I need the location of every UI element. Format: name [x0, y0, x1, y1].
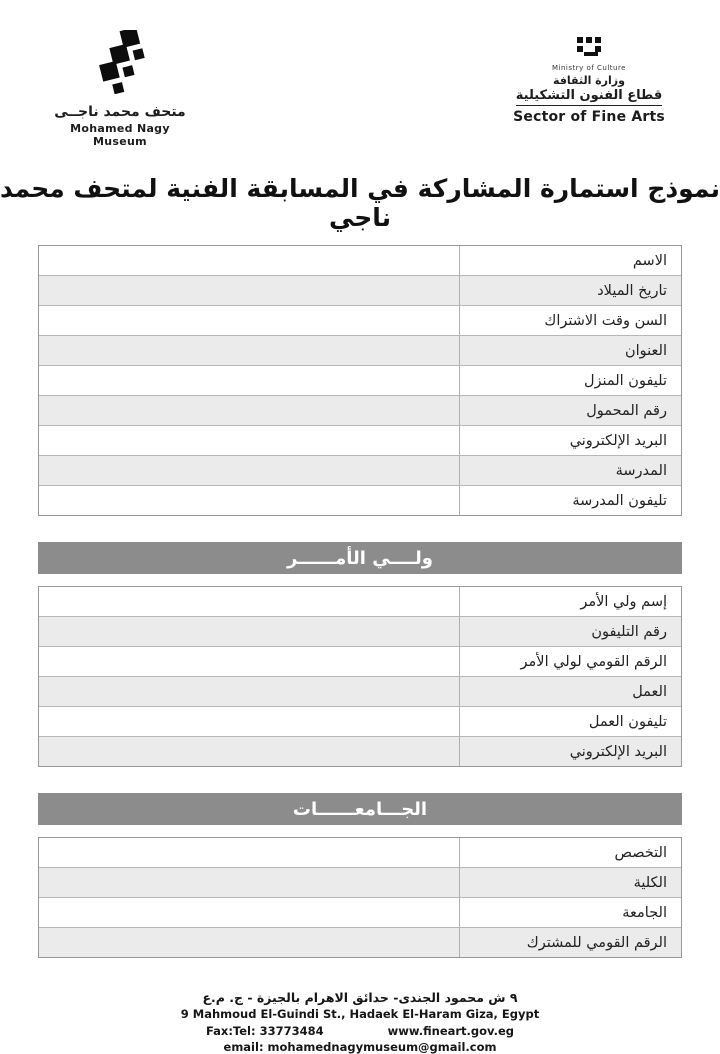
field-label-guardian-email: البريد الإلكتروني — [459, 737, 681, 766]
footer-contact-row — [0, 1024, 720, 1038]
museum-name-arabic: متحف محمد ناجــى — [54, 104, 186, 120]
table-row — [39, 396, 681, 426]
table-row — [39, 707, 681, 737]
field-input-name[interactable] — [39, 246, 459, 275]
field-label-school-phone: تليفون المدرسة — [459, 486, 681, 515]
table-row — [39, 647, 681, 677]
ministry-name-english-small: Ministry of Culture — [552, 64, 626, 72]
field-input-school-phone[interactable] — [39, 486, 459, 515]
page-footer — [0, 990, 720, 1054]
field-input-faculty[interactable] — [39, 868, 459, 897]
field-label-name: الاسم — [459, 246, 681, 275]
field-input-school[interactable] — [39, 456, 459, 485]
personal-info-table — [38, 245, 682, 516]
table-row — [39, 246, 681, 276]
field-label-birthdate: تاريخ الميلاد — [459, 276, 681, 305]
table-row — [39, 737, 681, 766]
ministry-logo-block — [504, 30, 674, 125]
museum-staircase-logo-icon — [85, 30, 155, 98]
field-label-participant-national-id: الرقم القومي للمشترك — [459, 928, 681, 957]
field-input-guardian-email[interactable] — [39, 737, 459, 766]
museum-logo-block — [50, 30, 190, 148]
table-row — [39, 456, 681, 486]
table-row — [39, 587, 681, 617]
field-input-home-phone[interactable] — [39, 366, 459, 395]
field-input-university[interactable] — [39, 898, 459, 927]
field-input-age[interactable] — [39, 306, 459, 335]
field-label-work-phone: تليفون العمل — [459, 707, 681, 736]
field-input-work-phone[interactable] — [39, 707, 459, 736]
table-row — [39, 426, 681, 456]
field-label-email: البريد الإلكتروني — [459, 426, 681, 455]
field-label-guardian-work: العمل — [459, 677, 681, 706]
field-label-guardian-national-id: الرقم القومي لولي الأمر — [459, 647, 681, 676]
guardian-section-header: ولــــي الأمــــــر — [38, 542, 682, 574]
field-label-specialization: التخصص — [459, 838, 681, 867]
field-input-address[interactable] — [39, 336, 459, 365]
field-input-birthdate[interactable] — [39, 276, 459, 305]
form-title: نموذج استمارة المشاركة في المسابقة الفنية لمتحف محمد ناجي — [0, 174, 720, 232]
universities-section-header: الجـــامعــــــات — [38, 793, 682, 825]
sector-name-arabic: قطاع الفنون التشكيلية — [516, 88, 662, 106]
table-row — [39, 868, 681, 898]
sector-name-english: Sector of Fine Arts — [513, 109, 665, 125]
field-label-guardian-phone: رقم التليفون — [459, 617, 681, 646]
footer-address-arabic: ٩ ش محمود الجندى- حدائق الاهرام بالجيزة - ج. م.ع — [202, 990, 518, 1005]
field-input-guardian-national-id[interactable] — [39, 647, 459, 676]
page-header — [0, 0, 720, 148]
table-row — [39, 486, 681, 515]
footer-address-english: 9 Mahmoud El-Guindi St., Hadaek El-Haram Giza, Egypt — [180, 1007, 540, 1021]
table-row — [39, 838, 681, 868]
footer-email: email: mohamednagymuseum@gmail.com — [223, 1040, 497, 1054]
table-row — [39, 677, 681, 707]
field-input-participant-national-id[interactable] — [39, 928, 459, 957]
table-row — [39, 928, 681, 957]
table-row — [39, 366, 681, 396]
table-row — [39, 617, 681, 647]
field-label-home-phone: تليفون المنزل — [459, 366, 681, 395]
museum-name-english: Mohamed Nagy Museum — [70, 122, 170, 148]
field-input-guardian-phone[interactable] — [39, 617, 459, 646]
field-label-address: العنوان — [459, 336, 681, 365]
field-input-mobile[interactable] — [39, 396, 459, 425]
footer-website: www.fineart.gov.eg — [387, 1024, 515, 1038]
table-row — [39, 276, 681, 306]
field-label-mobile: رقم المحمول — [459, 396, 681, 425]
field-label-university: الجامعة — [459, 898, 681, 927]
universities-table — [38, 837, 682, 958]
field-input-specialization[interactable] — [39, 838, 459, 867]
field-input-guardian-work[interactable] — [39, 677, 459, 706]
guardian-table — [38, 586, 682, 767]
field-input-email[interactable] — [39, 426, 459, 455]
field-label-school: المدرسة — [459, 456, 681, 485]
table-row — [39, 336, 681, 366]
field-label-faculty: الكلية — [459, 868, 681, 897]
table-row — [39, 898, 681, 928]
ministry-name-arabic: وزارة الثقافة — [553, 74, 625, 87]
field-input-guardian-name[interactable] — [39, 587, 459, 616]
field-label-guardian-name: إسم ولي الأمر — [459, 587, 681, 616]
table-row — [39, 306, 681, 336]
footer-fax-tel: Fax:Tel: 33773484 — [205, 1024, 324, 1038]
ministry-emblem-icon — [574, 36, 604, 62]
field-label-age: السن وقت الاشتراك — [459, 306, 681, 335]
